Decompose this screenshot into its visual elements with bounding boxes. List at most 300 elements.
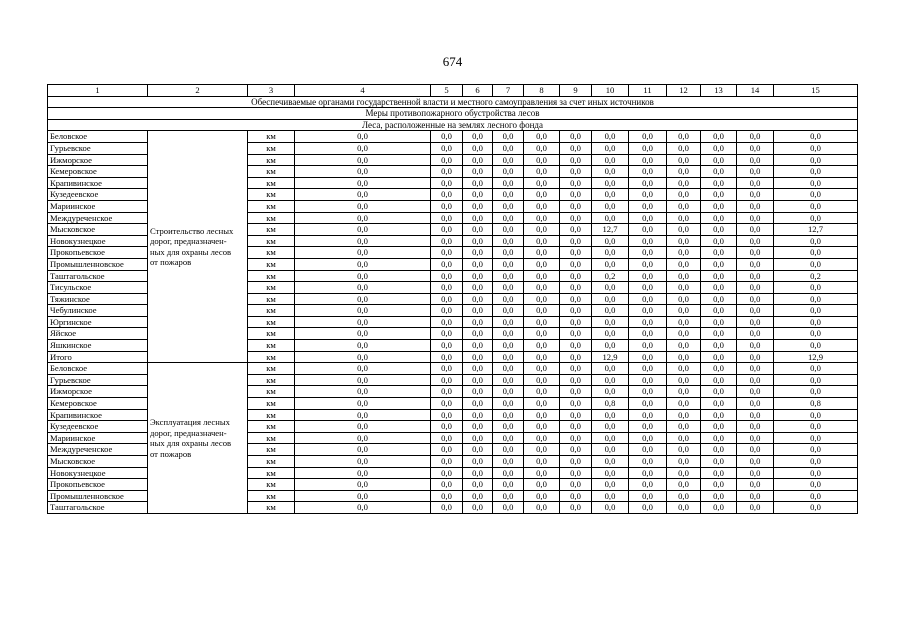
value-cell: 0,0 bbox=[629, 293, 667, 305]
value-cell: 0,0 bbox=[774, 235, 858, 247]
value-cell: 0,0 bbox=[737, 212, 774, 224]
value-cell: 0,0 bbox=[629, 398, 667, 410]
value-cell: 0,0 bbox=[463, 421, 493, 433]
unit-cell: км bbox=[248, 398, 295, 410]
value-cell: 0,0 bbox=[431, 444, 463, 456]
value-cell: 0,0 bbox=[295, 351, 431, 363]
value-cell: 0,0 bbox=[295, 421, 431, 433]
district-name: Промышленновское bbox=[48, 258, 148, 270]
district-name: Кемеровское bbox=[48, 398, 148, 410]
value-cell: 0,0 bbox=[629, 386, 667, 398]
district-name: Кузедеевское bbox=[48, 421, 148, 433]
value-cell: 0,0 bbox=[774, 166, 858, 178]
value-cell: 0,0 bbox=[701, 177, 737, 189]
value-cell: 0,0 bbox=[493, 409, 524, 421]
value-cell: 0,0 bbox=[524, 224, 560, 236]
value-cell: 0,0 bbox=[737, 502, 774, 514]
value-cell: 0,0 bbox=[524, 258, 560, 270]
unit-cell: км bbox=[248, 374, 295, 386]
value-cell: 0,0 bbox=[701, 479, 737, 491]
value-cell: 0,0 bbox=[629, 235, 667, 247]
value-cell: 0,0 bbox=[295, 142, 431, 154]
value-cell: 0,0 bbox=[431, 432, 463, 444]
value-cell: 0,0 bbox=[774, 490, 858, 502]
column-number: 13 bbox=[701, 85, 737, 97]
district-name: Междуреченское bbox=[48, 212, 148, 224]
value-cell: 0,0 bbox=[592, 479, 629, 491]
value-cell: 0,0 bbox=[463, 247, 493, 259]
value-cell: 0,0 bbox=[431, 142, 463, 154]
value-cell: 0,0 bbox=[592, 432, 629, 444]
value-cell: 0,0 bbox=[667, 316, 701, 328]
value-cell: 0,0 bbox=[463, 200, 493, 212]
district-name: Крапивинское bbox=[48, 177, 148, 189]
value-cell: 0,0 bbox=[524, 131, 560, 143]
value-cell: 0,0 bbox=[431, 224, 463, 236]
value-cell: 0,0 bbox=[592, 189, 629, 201]
value-cell: 0,0 bbox=[295, 363, 431, 375]
value-cell: 0,0 bbox=[463, 374, 493, 386]
value-cell: 0,0 bbox=[463, 166, 493, 178]
value-cell: 0,0 bbox=[737, 270, 774, 282]
value-cell: 0,0 bbox=[431, 351, 463, 363]
value-cell: 0,0 bbox=[493, 200, 524, 212]
value-cell: 0,0 bbox=[667, 467, 701, 479]
value-cell: 0,0 bbox=[737, 490, 774, 502]
value-cell: 0,0 bbox=[629, 328, 667, 340]
value-cell: 0,0 bbox=[592, 166, 629, 178]
heading-row bbox=[48, 108, 858, 120]
value-cell: 0,0 bbox=[431, 398, 463, 410]
value-cell: 0,0 bbox=[774, 421, 858, 433]
value-cell: 0,0 bbox=[629, 247, 667, 259]
value-cell: 0,0 bbox=[431, 467, 463, 479]
value-cell: 0,0 bbox=[524, 305, 560, 317]
district-name: Юргинское bbox=[48, 316, 148, 328]
value-cell: 0,0 bbox=[524, 490, 560, 502]
value-cell: 0,0 bbox=[592, 305, 629, 317]
value-cell: 0,0 bbox=[592, 456, 629, 468]
district-name: Новокузнецкое bbox=[48, 235, 148, 247]
value-cell: 0,0 bbox=[667, 421, 701, 433]
value-cell: 0,0 bbox=[592, 200, 629, 212]
value-cell: 0,0 bbox=[629, 340, 667, 352]
value-cell: 0,0 bbox=[592, 212, 629, 224]
district-name: Беловское bbox=[48, 131, 148, 143]
value-cell: 0,0 bbox=[463, 479, 493, 491]
value-cell: 0,0 bbox=[431, 282, 463, 294]
value-cell: 0,0 bbox=[493, 363, 524, 375]
value-cell: 0,0 bbox=[524, 247, 560, 259]
value-cell: 0,0 bbox=[774, 374, 858, 386]
unit-cell: км bbox=[248, 502, 295, 514]
value-cell: 0,0 bbox=[493, 374, 524, 386]
value-cell: 0,0 bbox=[629, 189, 667, 201]
value-cell: 0,0 bbox=[737, 142, 774, 154]
value-cell: 0,0 bbox=[560, 154, 592, 166]
value-cell: 0,0 bbox=[737, 363, 774, 375]
value-cell: 0,0 bbox=[701, 154, 737, 166]
value-cell: 0,0 bbox=[295, 154, 431, 166]
value-cell: 0,0 bbox=[701, 386, 737, 398]
value-cell: 0,0 bbox=[737, 282, 774, 294]
value-cell: 0,0 bbox=[701, 270, 737, 282]
table-row bbox=[48, 131, 858, 143]
column-number: 14 bbox=[737, 85, 774, 97]
value-cell: 0,0 bbox=[493, 224, 524, 236]
district-name: Тисульское bbox=[48, 282, 148, 294]
value-cell: 0,0 bbox=[701, 131, 737, 143]
value-cell: 0,0 bbox=[431, 200, 463, 212]
unit-cell: км bbox=[248, 305, 295, 317]
value-cell: 0,0 bbox=[463, 270, 493, 282]
district-name: Прокопьевское bbox=[48, 247, 148, 259]
value-cell: 0,0 bbox=[524, 398, 560, 410]
value-cell: 0,0 bbox=[560, 490, 592, 502]
value-cell: 0,0 bbox=[524, 340, 560, 352]
value-cell: 0,0 bbox=[667, 224, 701, 236]
value-cell: 0,0 bbox=[737, 224, 774, 236]
value-cell: 0,0 bbox=[629, 456, 667, 468]
value-cell: 0,0 bbox=[560, 247, 592, 259]
value-cell: 0,0 bbox=[774, 131, 858, 143]
value-cell: 0,0 bbox=[493, 177, 524, 189]
value-cell: 0,0 bbox=[701, 409, 737, 421]
value-cell: 0,0 bbox=[629, 224, 667, 236]
value-cell: 0,0 bbox=[701, 340, 737, 352]
value-cell: 0,0 bbox=[737, 235, 774, 247]
value-cell: 0,0 bbox=[463, 432, 493, 444]
value-cell: 0,0 bbox=[774, 154, 858, 166]
value-cell: 0,0 bbox=[667, 247, 701, 259]
value-cell: 12,7 bbox=[774, 224, 858, 236]
unit-cell: км bbox=[248, 340, 295, 352]
value-cell: 0,0 bbox=[629, 177, 667, 189]
value-cell: 0,0 bbox=[629, 154, 667, 166]
measure-line: от пожаров bbox=[150, 257, 192, 268]
district-name: Кемеровское bbox=[48, 166, 148, 178]
value-cell: 0,0 bbox=[774, 409, 858, 421]
value-cell: 0,0 bbox=[667, 282, 701, 294]
value-cell: 0,0 bbox=[667, 200, 701, 212]
value-cell: 0,0 bbox=[560, 293, 592, 305]
value-cell: 0,0 bbox=[592, 258, 629, 270]
value-cell: 0,0 bbox=[524, 374, 560, 386]
value-cell: 0,0 bbox=[493, 386, 524, 398]
value-cell: 0,0 bbox=[524, 189, 560, 201]
value-cell: 0,0 bbox=[629, 142, 667, 154]
value-cell: 0,0 bbox=[463, 456, 493, 468]
value-cell: 0,0 bbox=[493, 282, 524, 294]
value-cell: 0,0 bbox=[295, 235, 431, 247]
value-cell: 0,0 bbox=[737, 409, 774, 421]
value-cell: 0,0 bbox=[701, 305, 737, 317]
value-cell: 0,0 bbox=[629, 282, 667, 294]
value-cell: 0,0 bbox=[774, 212, 858, 224]
value-cell: 0,0 bbox=[592, 142, 629, 154]
column-number: 2 bbox=[148, 85, 248, 97]
value-cell: 0,0 bbox=[431, 247, 463, 259]
value-cell: 0,0 bbox=[701, 189, 737, 201]
value-cell: 0,0 bbox=[463, 328, 493, 340]
value-cell: 0,0 bbox=[629, 305, 667, 317]
value-cell: 12,7 bbox=[592, 224, 629, 236]
value-cell: 0,0 bbox=[629, 131, 667, 143]
value-cell: 0,0 bbox=[463, 235, 493, 247]
unit-cell: км bbox=[248, 258, 295, 270]
measure-line: ных для охраны лесов bbox=[150, 438, 232, 449]
value-cell: 12,9 bbox=[774, 351, 858, 363]
value-cell: 0,8 bbox=[592, 398, 629, 410]
value-cell: 0,0 bbox=[295, 444, 431, 456]
value-cell: 0,0 bbox=[737, 386, 774, 398]
value-cell: 0,0 bbox=[524, 409, 560, 421]
value-cell: 0,0 bbox=[774, 247, 858, 259]
value-cell: 0,0 bbox=[431, 131, 463, 143]
measure-line: дорог, предназначен- bbox=[150, 427, 227, 438]
column-number: 8 bbox=[524, 85, 560, 97]
value-cell: 0,0 bbox=[463, 467, 493, 479]
value-cell: 0,0 bbox=[667, 351, 701, 363]
unit-cell: км bbox=[248, 421, 295, 433]
value-cell: 0,0 bbox=[560, 374, 592, 386]
value-cell: 0,0 bbox=[701, 467, 737, 479]
district-name: Гурьевское bbox=[48, 142, 148, 154]
value-cell: 0,0 bbox=[463, 490, 493, 502]
value-cell: 0,0 bbox=[463, 409, 493, 421]
value-cell: 0,0 bbox=[629, 467, 667, 479]
value-cell: 0,0 bbox=[431, 212, 463, 224]
value-cell: 0,0 bbox=[493, 398, 524, 410]
value-cell: 0,0 bbox=[667, 328, 701, 340]
unit-cell: км bbox=[248, 166, 295, 178]
measure-description bbox=[148, 363, 248, 514]
value-cell: 0,0 bbox=[431, 328, 463, 340]
unit-cell: км bbox=[248, 212, 295, 224]
value-cell: 0,0 bbox=[463, 386, 493, 398]
value-cell: 0,0 bbox=[774, 467, 858, 479]
value-cell: 0,0 bbox=[524, 177, 560, 189]
value-cell: 0,0 bbox=[774, 293, 858, 305]
value-cell: 0,0 bbox=[560, 456, 592, 468]
value-cell: 0,0 bbox=[493, 328, 524, 340]
column-number: 3 bbox=[248, 85, 295, 97]
value-cell: 0,0 bbox=[737, 189, 774, 201]
measure-line: Эксплуатация лесных bbox=[150, 416, 230, 427]
value-cell: 0,0 bbox=[524, 479, 560, 491]
value-cell: 0,0 bbox=[560, 340, 592, 352]
value-cell: 0,0 bbox=[774, 363, 858, 375]
value-cell: 0,2 bbox=[592, 270, 629, 282]
value-cell: 0,0 bbox=[493, 479, 524, 491]
column-number: 1 bbox=[48, 85, 148, 97]
value-cell: 0,0 bbox=[560, 270, 592, 282]
unit-cell: км bbox=[248, 479, 295, 491]
value-cell: 0,0 bbox=[629, 166, 667, 178]
value-cell: 0,0 bbox=[463, 142, 493, 154]
value-cell: 0,0 bbox=[524, 282, 560, 294]
value-cell: 0,0 bbox=[463, 154, 493, 166]
value-cell: 0,0 bbox=[463, 340, 493, 352]
value-cell: 0,0 bbox=[667, 142, 701, 154]
value-cell: 0,0 bbox=[737, 351, 774, 363]
heading-row bbox=[48, 119, 858, 131]
district-name: Промышленновское bbox=[48, 490, 148, 502]
unit-cell: км bbox=[248, 363, 295, 375]
value-cell: 0,0 bbox=[667, 305, 701, 317]
value-cell: 0,0 bbox=[431, 363, 463, 375]
value-cell: 0,0 bbox=[463, 258, 493, 270]
unit-cell: км bbox=[248, 328, 295, 340]
column-number: 15 bbox=[774, 85, 858, 97]
value-cell: 0,0 bbox=[431, 166, 463, 178]
value-cell: 0,0 bbox=[295, 189, 431, 201]
value-cell: 0,0 bbox=[295, 131, 431, 143]
unit-cell: км bbox=[248, 351, 295, 363]
value-cell: 0,0 bbox=[295, 456, 431, 468]
value-cell: 0,0 bbox=[463, 363, 493, 375]
value-cell: 0,0 bbox=[493, 305, 524, 317]
value-cell: 0,0 bbox=[737, 432, 774, 444]
value-cell: 0,0 bbox=[524, 270, 560, 282]
unit-cell: км bbox=[248, 467, 295, 479]
value-cell: 0,0 bbox=[667, 386, 701, 398]
value-cell: 0,0 bbox=[737, 305, 774, 317]
value-cell: 0,0 bbox=[737, 398, 774, 410]
value-cell: 0,0 bbox=[592, 131, 629, 143]
column-number: 7 bbox=[493, 85, 524, 97]
value-cell: 0,0 bbox=[560, 421, 592, 433]
value-cell: 0,0 bbox=[592, 444, 629, 456]
value-cell: 0,0 bbox=[431, 340, 463, 352]
value-cell: 0,0 bbox=[524, 444, 560, 456]
value-cell: 0,0 bbox=[774, 282, 858, 294]
value-cell: 0,0 bbox=[431, 386, 463, 398]
measure-line: от пожаров bbox=[150, 448, 192, 459]
value-cell: 0,0 bbox=[560, 177, 592, 189]
district-name: Междуреченское bbox=[48, 444, 148, 456]
unit-cell: км bbox=[248, 154, 295, 166]
value-cell: 0,0 bbox=[493, 351, 524, 363]
district-name: Мысковское bbox=[48, 224, 148, 236]
value-cell: 0,0 bbox=[701, 282, 737, 294]
value-cell: 0,0 bbox=[629, 490, 667, 502]
value-cell: 0,0 bbox=[629, 374, 667, 386]
value-cell: 0,0 bbox=[667, 432, 701, 444]
value-cell: 0,0 bbox=[431, 316, 463, 328]
value-cell: 0,0 bbox=[295, 432, 431, 444]
value-cell: 0,0 bbox=[592, 409, 629, 421]
value-cell: 0,0 bbox=[431, 456, 463, 468]
value-cell: 0,0 bbox=[667, 189, 701, 201]
value-cell: 0,0 bbox=[295, 305, 431, 317]
value-cell: 0,0 bbox=[667, 270, 701, 282]
value-cell: 12,9 bbox=[592, 351, 629, 363]
value-cell: 0,0 bbox=[592, 177, 629, 189]
value-cell: 0,0 bbox=[701, 398, 737, 410]
value-cell: 0,0 bbox=[629, 502, 667, 514]
column-number: 4 bbox=[295, 85, 431, 97]
value-cell: 0,0 bbox=[592, 154, 629, 166]
unit-cell: км bbox=[248, 224, 295, 236]
value-cell: 0,0 bbox=[431, 154, 463, 166]
column-number: 12 bbox=[667, 85, 701, 97]
district-name: Яшкинское bbox=[48, 340, 148, 352]
value-cell: 0,0 bbox=[431, 490, 463, 502]
value-cell: 0,0 bbox=[701, 142, 737, 154]
value-cell: 0,0 bbox=[774, 305, 858, 317]
value-cell: 0,0 bbox=[592, 328, 629, 340]
value-cell: 0,0 bbox=[560, 479, 592, 491]
section-heading: Обеспечиваемые органами государственной власти и местного самоуправления за счет иных источников bbox=[48, 96, 858, 108]
district-name: Мариинское bbox=[48, 200, 148, 212]
value-cell: 0,0 bbox=[560, 444, 592, 456]
value-cell: 0,0 bbox=[592, 293, 629, 305]
value-cell: 0,0 bbox=[431, 409, 463, 421]
section-heading: Меры противопожарного обустройства лесов bbox=[48, 108, 858, 120]
value-cell: 0,0 bbox=[592, 340, 629, 352]
value-cell: 0,0 bbox=[295, 224, 431, 236]
value-cell: 0,0 bbox=[737, 131, 774, 143]
heading-row bbox=[48, 96, 858, 108]
value-cell: 0,0 bbox=[524, 293, 560, 305]
value-cell: 0,0 bbox=[737, 340, 774, 352]
value-cell: 0,0 bbox=[295, 340, 431, 352]
value-cell: 0,0 bbox=[667, 502, 701, 514]
value-cell: 0,0 bbox=[701, 224, 737, 236]
value-cell: 0,0 bbox=[592, 421, 629, 433]
unit-cell: км bbox=[248, 490, 295, 502]
district-name: Кузедеевское bbox=[48, 189, 148, 201]
value-cell: 0,8 bbox=[774, 398, 858, 410]
measure-line: дорог, предназначен- bbox=[150, 236, 227, 247]
value-cell: 0,0 bbox=[667, 258, 701, 270]
value-cell: 0,0 bbox=[737, 177, 774, 189]
value-cell: 0,0 bbox=[295, 212, 431, 224]
value-cell: 0,0 bbox=[592, 502, 629, 514]
value-cell: 0,0 bbox=[592, 363, 629, 375]
value-cell: 0,0 bbox=[560, 224, 592, 236]
value-cell: 0,0 bbox=[463, 293, 493, 305]
district-name: Беловское bbox=[48, 363, 148, 375]
value-cell: 0,0 bbox=[524, 386, 560, 398]
value-cell: 0,0 bbox=[667, 479, 701, 491]
value-cell: 0,0 bbox=[524, 351, 560, 363]
value-cell: 0,0 bbox=[295, 409, 431, 421]
value-cell: 0,0 bbox=[431, 374, 463, 386]
value-cell: 0,0 bbox=[463, 305, 493, 317]
value-cell: 0,0 bbox=[701, 235, 737, 247]
unit-cell: км bbox=[248, 444, 295, 456]
value-cell: 0,0 bbox=[524, 363, 560, 375]
value-cell: 0,0 bbox=[667, 131, 701, 143]
value-cell: 0,0 bbox=[667, 490, 701, 502]
value-cell: 0,0 bbox=[295, 386, 431, 398]
value-cell: 0,0 bbox=[774, 328, 858, 340]
value-cell: 0,0 bbox=[431, 421, 463, 433]
value-cell: 0,0 bbox=[701, 502, 737, 514]
value-cell: 0,0 bbox=[701, 351, 737, 363]
value-cell: 0,0 bbox=[701, 328, 737, 340]
value-cell: 0,0 bbox=[774, 502, 858, 514]
value-cell: 0,0 bbox=[560, 166, 592, 178]
value-cell: 0,0 bbox=[629, 421, 667, 433]
value-cell: 0,0 bbox=[431, 235, 463, 247]
value-cell: 0,0 bbox=[463, 189, 493, 201]
value-cell: 0,0 bbox=[592, 386, 629, 398]
unit-cell: км bbox=[248, 456, 295, 468]
value-cell: 0,0 bbox=[629, 409, 667, 421]
